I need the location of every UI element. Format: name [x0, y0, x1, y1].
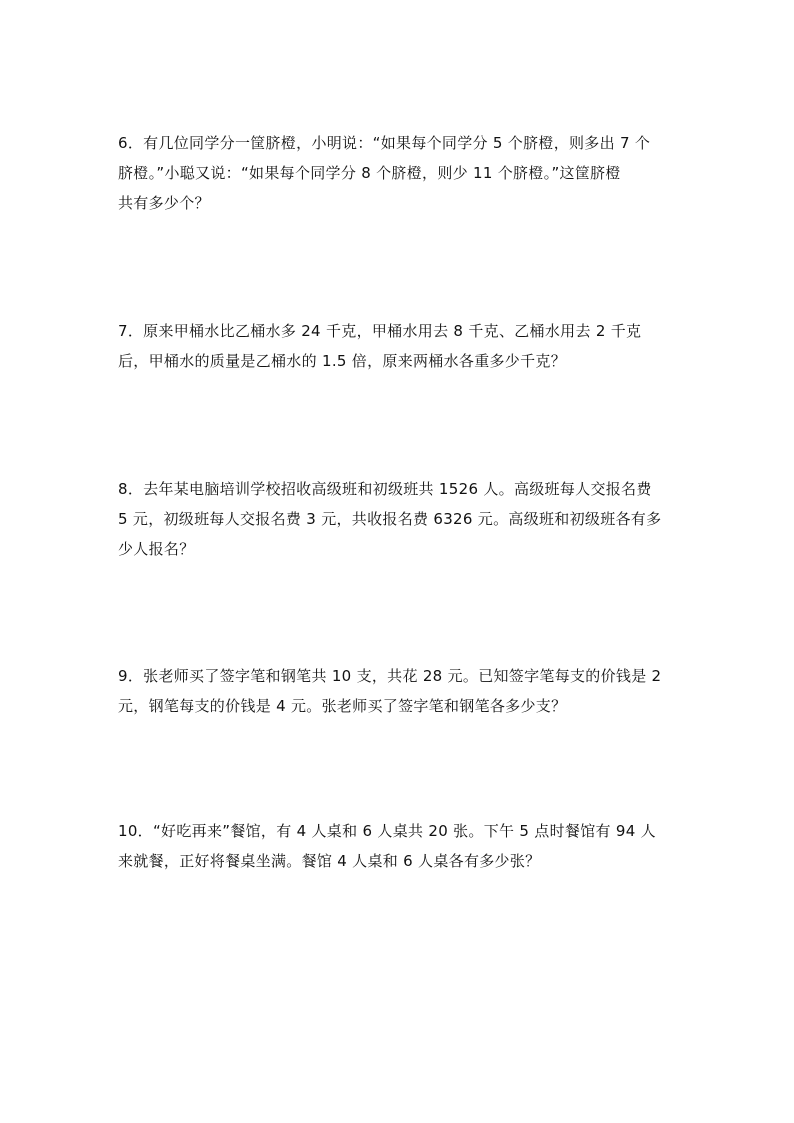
- question-10-line-2: 来就餐，正好将餐桌坐满。餐馆 4 人桌和 6 人桌各有多少张？: [118, 852, 541, 870]
- question-8: [118, 474, 680, 564]
- question-9-line-2: 元，钢笔每支的价钱是 4 元。张老师买了签字笔和钢笔各多少支？: [118, 697, 567, 715]
- question-7: [118, 316, 680, 376]
- question-8-line-1: 8．去年某电脑培训学校招收高级班和初级班共 1526 人。高级班每人交报名费: [118, 480, 652, 498]
- question-7-line-2: 后，甲桶水的质量是乙桶水的 1.5 倍，原来两桶水各重多少千克？: [118, 352, 566, 370]
- question-10-line-1: 10．“好吃再来”餐馆，有 4 人桌和 6 人桌共 20 张。下午 5 点时餐馆有 94 人: [118, 822, 656, 840]
- question-8-line-3: 少人报名？: [118, 540, 195, 558]
- question-6: [118, 128, 680, 218]
- question-6-line-3: 共有多少个？: [118, 194, 210, 212]
- question-7-line-1: 7．原来甲桶水比乙桶水多 24 千克，甲桶水用去 8 千克、乙桶水用去 2 千克: [118, 322, 642, 340]
- question-9: [118, 661, 680, 721]
- question-6-line-2: 脐橙。”小聪又说：“如果每个同学分 8 个脐橙，则少 11 个脐橙。”这筐脐橙: [118, 164, 621, 182]
- question-8-line-2: 5 元，初级班每人交报名费 3 元，共收报名费 6326 元。高级班和初级班各有多: [118, 510, 662, 528]
- question-6-line-1: 6．有几位同学分一筐脐橙，小明说：“如果每个同学分 5 个脐橙，则多出 7 个: [118, 134, 651, 152]
- question-10: [118, 816, 680, 876]
- question-9-line-1: 9．张老师买了签字笔和钢笔共 10 支，共花 28 元。已知签字笔每支的价钱是 2: [118, 667, 662, 685]
